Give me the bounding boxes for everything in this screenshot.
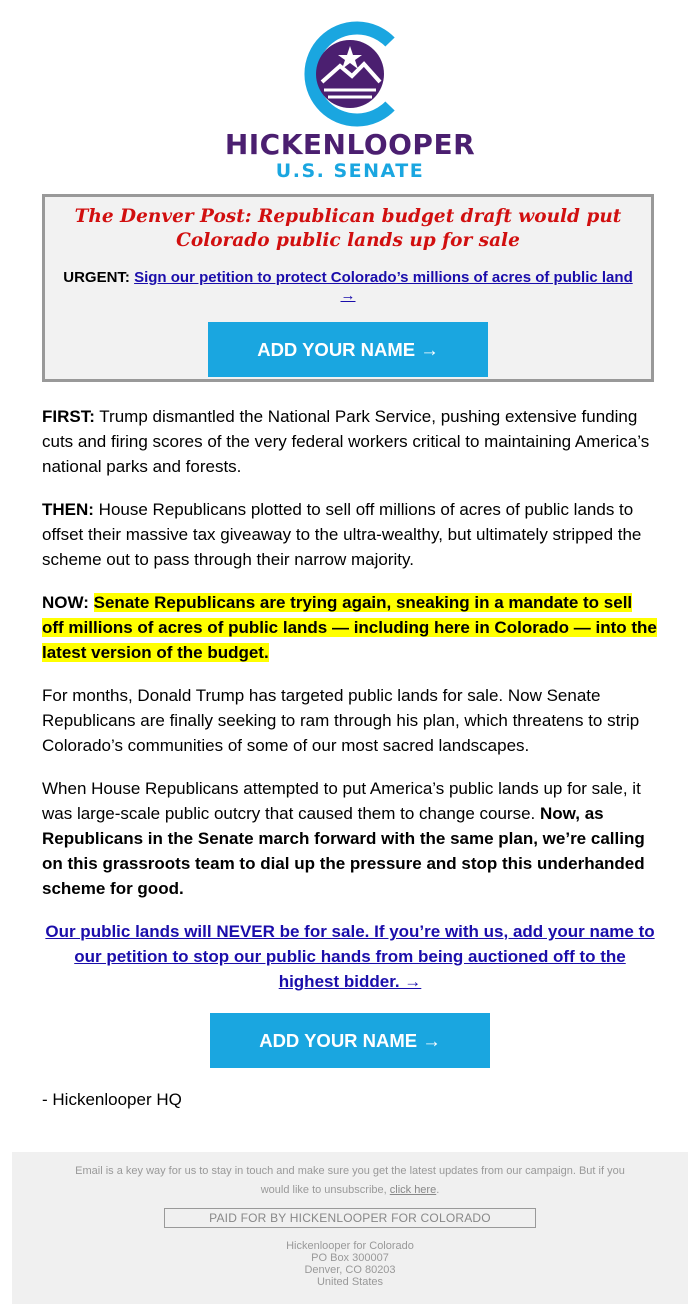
address-line: United States: [316, 1276, 384, 1288]
mailing-address: [12, 1240, 688, 1288]
logo-emblem-icon: [300, 20, 400, 128]
add-your-name-button[interactable]: ADD YOUR NAME →: [208, 322, 488, 377]
urgent-label: URGENT:: [63, 269, 130, 286]
text-first: Trump dismantled the National Park Service, pushing extensive funding cuts and firing scores of the very federal workers critical to maintaining America’s national parks and forests.: [42, 407, 650, 476]
paragraph-first: [42, 404, 658, 479]
label-now: NOW:: [42, 593, 89, 612]
add-your-name-button-bottom[interactable]: ADD YOUR NAME →: [210, 1013, 490, 1068]
address-line: PO Box 300007: [311, 1252, 389, 1264]
paragraph-then: [42, 497, 658, 572]
email-body: [42, 404, 658, 994]
highlighted-text: Senate Republicans are trying again, sneaking in a mandate to sell off millions of acres of public lands — including here in Colorado — into the latest version of the budget.: [42, 593, 657, 662]
address-line: Hickenlooper for Colorado: [286, 1240, 414, 1252]
cta-petition-link[interactable]: Our public lands will NEVER be for sale. If you’re with us, add your name to our petition to stop our public hands from being auctioned off to the highest bidder. →: [45, 922, 655, 991]
petition-callout: [42, 194, 654, 382]
footer-note: Email is a key way for us to stay in touch and make sure you get the latest updates from our campaign. But if you would like to unsubscribe, click here.: [75, 1165, 625, 1196]
address-line: Denver, CO 80203: [304, 1264, 396, 1276]
callout-headline: The Denver Post: Republican budget draft would put Colorado public lands up for sale: [74, 206, 622, 251]
text-house: When House Republicans attempted to put America’s public lands up for sale, it was large-scale public outcry that caused them to change course.: [42, 779, 641, 823]
paid-for-disclaimer: PAID FOR BY HICKENLOOPER FOR COLORADO: [164, 1208, 536, 1228]
footer-note-text: Email is a key way for us to stay in touch and make sure you get the latest updates from our campaign. But if you would like to unsubscribe,: [75, 1165, 625, 1196]
paragraph-house: [42, 776, 658, 901]
urgent-line: [63, 269, 633, 305]
paragraph-now: [42, 590, 658, 665]
unsubscribe-link[interactable]: click here: [389, 1184, 437, 1196]
paragraph-months: For months, Donald Trump has targeted public lands for sale. Now Senate Republicans are finally seeking to ram through his plan, which threatens to strip Colorado’s communities of some of our most sacred landscapes.: [42, 686, 640, 755]
bold-text-house: Now, as Republicans in the Senate march forward with the same plan, we’re calling on this grassroots team to dial up the pressure and stop this underhanded scheme for good.: [42, 804, 645, 898]
text-then: House Republicans plotted to sell off millions of acres of public lands to offset their massive tax giveaway to the ultra-wealthy, but ultimately stripped the scheme out to pass through their narrow majority.: [42, 500, 642, 569]
petition-link[interactable]: Sign our petition to protect Colorado’s millions of acres of public land →: [134, 269, 633, 304]
label-first: FIRST:: [42, 407, 95, 426]
cta-paragraph: [42, 919, 658, 994]
logo-subtitle: U.S. SENATE: [275, 160, 425, 182]
logo-name: HICKENLOOPER: [224, 128, 476, 161]
label-then: THEN:: [42, 500, 94, 519]
footer: [12, 1152, 688, 1304]
signature: - Hickenlooper HQ: [42, 1090, 182, 1109]
campaign-logo: [0, 20, 700, 182]
